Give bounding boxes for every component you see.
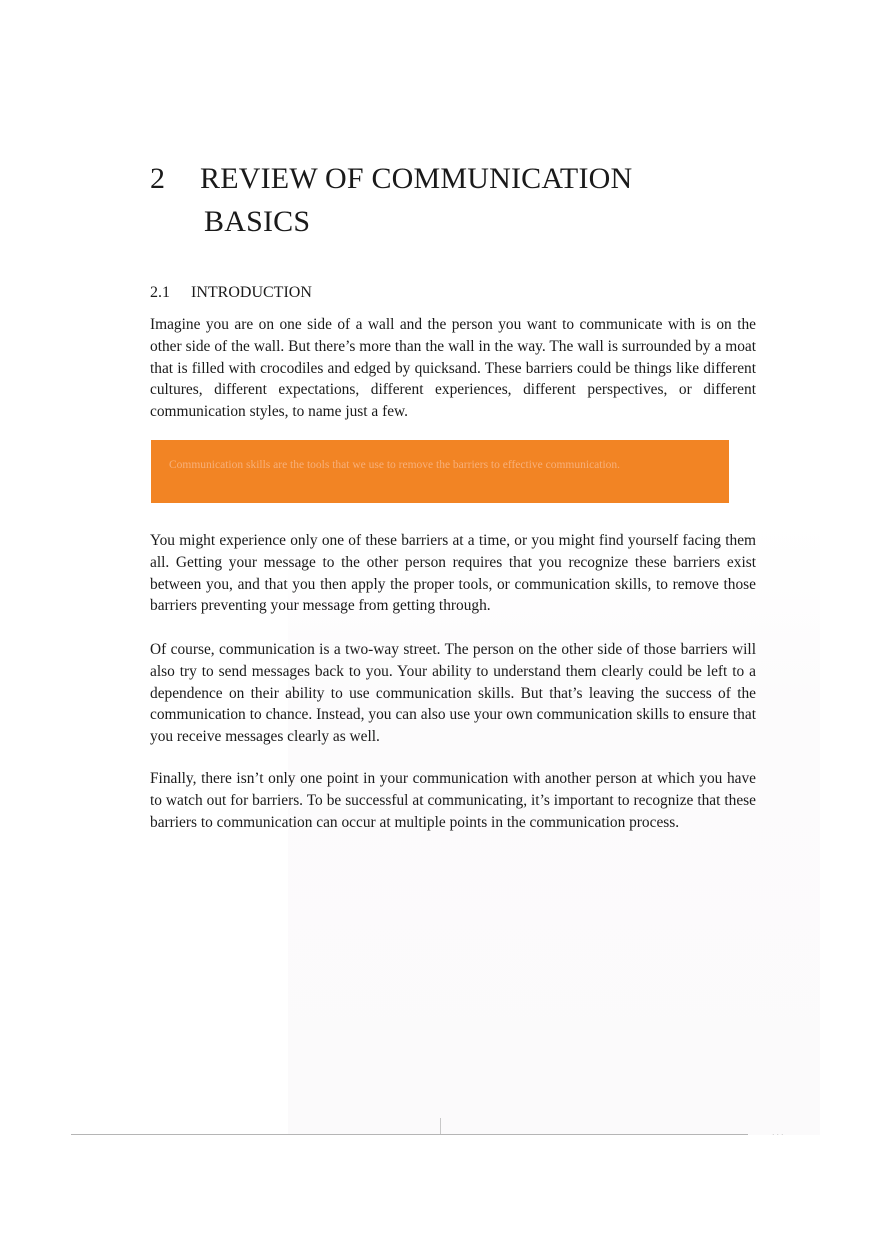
footer-divider-tick — [440, 1118, 441, 1134]
chapter-number: 2 — [150, 162, 166, 195]
callout-text: Communication skills are the tools that we use to remove the barriers to effective communication. — [169, 459, 621, 471]
page-number: ... — [772, 1127, 786, 1137]
paragraph-finally: Finally, there isn’t only one point in your communication with another person at which you have to watch out for barriers. To be successful at communicating, it’s important to recognize that these barriers to communication can occur at multiple points in the communication process. — [150, 770, 756, 831]
paragraph-intro: Imagine you are on one side of a wall and the person you want to communicate with is on the other side of the wall. But there’s more than the wall in the way. The wall is surrounded by a moat that is filled with crocodiles and edged by quicksand. These barriers could be things like different cultures, different expectations, different experiences, different perspectives, or different communication styles, to name just a few. — [150, 316, 756, 421]
section-number: 2.1 — [150, 284, 170, 301]
paragraph-two-way: Of course, communication is a two-way street. The person on the other side of those barriers will also try to send messages back to you. Your ability to understand them clearly could be left to a dependence on their ability to use communication skills. But that’s leaving the success of the communication to chance. Instead, you can also use your own communication skills to ensure that you receive messages clearly as well. — [150, 641, 756, 746]
section-title: INTRODUCTION — [191, 284, 312, 301]
paragraph-barriers: You might experience only one of these barriers at a time, or you might find yourself facing them all. Getting your message to the other person requires that you recognize these barriers exist between you, and that you then apply the proper tools, or communication skills, to remove those barriers preventing your message from getting through. — [150, 532, 756, 615]
footer-rule — [71, 1134, 748, 1135]
callout-box — [151, 440, 729, 503]
chapter-title-line1: REVIEW OF COMMUNICATION — [200, 162, 633, 195]
chapter-title-line2: BASICS — [204, 205, 311, 238]
